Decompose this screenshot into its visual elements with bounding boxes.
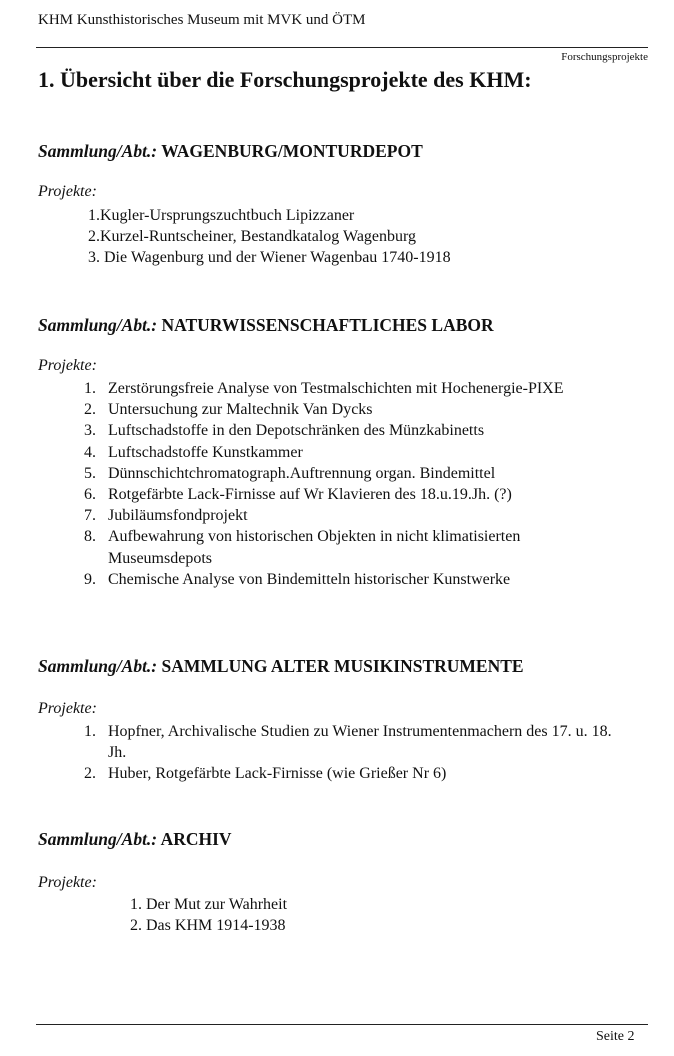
project-item: 1. Der Mut zur Wahrheit: [130, 896, 288, 913]
footer-rule: [36, 1024, 648, 1025]
project-item: [84, 378, 614, 399]
section-name: ARCHIV: [160, 829, 232, 849]
page-number: Seite 2: [596, 1029, 635, 1044]
header-rule: [36, 47, 648, 48]
section-heading-wagenburg: [38, 141, 423, 162]
document-header: KHM Kunsthistorisches Museum mit MVK und ÖTM: [38, 12, 366, 28]
sammlung-label: Sammlung/Abt.:: [38, 315, 158, 335]
section-name: SAMMLUNG ALTER MUSIKINSTRUMENTE: [161, 656, 524, 676]
project-item: [84, 484, 614, 505]
project-number: 2.: [84, 401, 96, 419]
project-item: 2. Das KHM 1914-1938: [130, 917, 286, 935]
section-tag: Forschungsprojekte: [561, 51, 648, 63]
project-text: Chemische Analyse von Bindemitteln historischer Kunstwerke: [108, 570, 511, 588]
page-title: 1. Übersicht über die Forschungsprojekte des KHM:: [38, 67, 532, 92]
project-text: Hopfner, Archivalische Studien zu Wiener Instrumentenmachern des 17. u. 18. Jh.: [108, 723, 612, 762]
project-number: 4.: [84, 443, 96, 461]
project-list-musikinstrumente: [84, 721, 632, 785]
project-text: Untersuchung zur Maltechnik Van Dycks: [108, 401, 373, 419]
projekte-label: Projekte:: [38, 874, 97, 891]
project-number: 7.: [84, 507, 96, 525]
project-list-wagenburg: [88, 205, 451, 269]
section-heading-musikinstrumente: [38, 656, 524, 677]
project-item: 2.Kurzel-Runtscheiner, Bestandkatalog Wagenburg: [88, 228, 417, 246]
sammlung-label: Sammlung/Abt.:: [38, 656, 158, 676]
project-item: [84, 399, 614, 420]
project-number: 2.: [84, 765, 96, 783]
project-number: 3.: [84, 422, 96, 440]
project-text: Aufbewahrung von historischen Objekten in nicht klimatisierten Museumsdepots: [108, 528, 521, 567]
project-item: 3. Die Wagenburg und der Wiener Wagenbau 1740-1918: [88, 249, 451, 267]
project-item: [84, 442, 614, 463]
section-name: NATURWISSENSCHAFTLICHES LABOR: [161, 315, 494, 335]
projekte-label: Projekte:: [38, 357, 97, 374]
project-item: [84, 569, 614, 590]
project-text: Dünnschichtchromatograph.Auftrennung organ. Bindemittel: [108, 464, 496, 482]
projekte-label: Projekte:: [38, 700, 97, 717]
section-heading-archiv: [38, 829, 232, 850]
project-item: [84, 763, 632, 784]
project-text: Rotgefärbte Lack-Firnisse auf Wr Klavieren des 18.u.19.Jh. (?): [108, 486, 512, 504]
project-text: Luftschadstoffe in den Depotschränken des Münzkabinetts: [108, 422, 485, 440]
project-text: Luftschadstoffe Kunstkammer: [108, 443, 303, 461]
project-number: 8.: [84, 528, 96, 546]
project-item: [84, 721, 632, 763]
project-text: Zerstörungsfreie Analyse von Testmalschichten mit Hochenergie-PIXE: [108, 380, 564, 397]
project-number: 6.: [84, 486, 96, 504]
project-list-labor: [84, 378, 614, 590]
project-number: 5.: [84, 464, 96, 482]
project-text: Huber, Rotgefärbte Lack-Firnisse (wie Grießer Nr 6): [108, 765, 447, 783]
project-item: [84, 420, 614, 441]
sammlung-label: Sammlung/Abt.:: [38, 829, 158, 849]
sammlung-label: Sammlung/Abt.:: [38, 141, 158, 161]
project-item: [84, 505, 614, 526]
section-name: WAGENBURG/MONTURDEPOT: [161, 141, 423, 161]
project-item: 1.Kugler-Ursprungszuchtbuch Lipizzaner: [88, 207, 355, 224]
project-text: Jubiläumsfondprojekt: [108, 507, 248, 525]
project-number: 1.: [84, 380, 96, 397]
project-number: 1.: [84, 723, 96, 740]
project-item: [84, 463, 614, 484]
section-heading-labor: [38, 315, 494, 336]
project-item: [84, 526, 614, 568]
project-list-archiv: [130, 894, 287, 936]
projekte-label: Projekte:: [38, 183, 97, 200]
project-number: 9.: [84, 570, 96, 588]
